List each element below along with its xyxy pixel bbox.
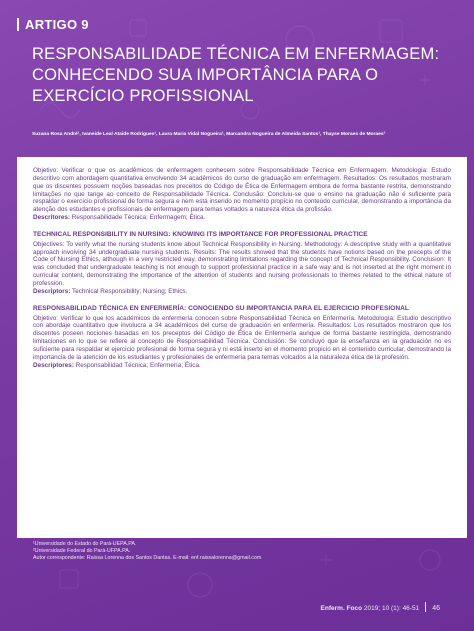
descriptors-value: Responsabilidad Técnica; Enfermería; Ética. [73, 361, 201, 369]
descriptors-value: Technical Responsibility; Nursing; Ethics. [70, 287, 188, 295]
footnote-corresponding-author: Autor correspondente: Raissa Lorenna dos Santos Dantas. E-mail: enf.raissalorenna@gmail.com [33, 555, 262, 561]
abstract-es-text: Objetivo: Verificar lo que los académicos de enfermería conocen sobre Responsabilidad Técnica en Enfermería. Metodología: Estudio descriptivo con abordaje cuantitativo que involucra a 34 académicos del curso de graduación en enfermería. Resultados: Los resultados mostraron que los discentes poseen nociones basadas en los preceptos del Código de Ética de Enfermería aunque de forma bastante restringida, demostrando limitaciones en lo que se refiere al concepto de Responsabilidad Técnica. Conclusión: Se concluyó que la enseñanza en la graduación no es suficiente para respaldar el ejercicio profesional de forma segura y ni está inserto en el momento propicio en el contenido curricular, demostrando la importancia de la atención de los estudiantes y profesionales de enfermería para temas volcados a la naturaleza ética de la profesión. [33, 314, 451, 361]
abstract-es-descriptors [33, 362, 451, 370]
abstract-en-descriptors [33, 288, 451, 296]
abstract-portuguese [33, 167, 451, 222]
abstract-pt-text: Objetivo: Verificar o que os acadêmicos de enfermagem conhecem sobre Responsabilidade Técnica em Enfermagem. Metodologia: Estudo descritivo com abordagem quantitativa envolvendo 34 acadêmicos do curso de graduação em enfermagem. Resultados: Os resultados mostraram que os discentes possuem noções baseadas nos preceitos do Código de Ética de Enfermagem embora de forma bastante restrita, demonstrando limitações no que tange ao conceito de Responsabilidade Técnica. Conclusão: Concluiu-se que o ensino na graduação não é suficiente para respaldar o exercício profissional de forma segura e nem está inserido no momento propício no conteúdo curricular, demonstrando a importância da atenção dos estudantes e profissionais de enfermagem para temas voltados a natureza ética da profissão. [33, 167, 451, 214]
descriptors-value: Responsabilidade Técnica; Enfermagem; Ética. [70, 214, 206, 222]
footnote-affiliation-2: ²Universidade Federal do Pará-UFPA.PA. [33, 548, 131, 554]
section-tag [17, 17, 89, 32]
descriptors-label: Descriptors: [33, 287, 71, 295]
page-footer [321, 602, 440, 612]
article-title: RESPONSABILIDADE TÉCNICA EM ENFERMAGEM: CONHECENDO SUA IMPORTÂNCIA PARA O EXERCÍCIO PROFISSIONAL [32, 45, 440, 105]
tag-bar [17, 18, 19, 31]
descriptors-label: Descritores: [33, 214, 71, 222]
author-list: Suzana Rosa André¹, Ivaneide Leal Ataide Rodrigues¹, Laura Maria Vidal Nogueira¹, Marcandra Nogueira de Almeida Santos¹, Thayse Moraes de Moraes² [32, 132, 386, 137]
footer-separator [425, 602, 426, 612]
abstract-spanish [33, 305, 451, 370]
descriptors-label: Descriptores: [33, 361, 74, 369]
footnote-affiliation-1: ¹Universidade do Estado do Pará-UEPA.PA. [33, 541, 137, 547]
abstract-en-title: TECHNICAL RESPONSIBILITY IN NURSING: KNOWING ITS IMPORTANCE FOR PROFESSIONAL PRACTICE [33, 230, 368, 238]
section-tag-label: ARTIGO 9 [25, 17, 89, 32]
journal-citation: 2019; 10 (1): 46-51 [362, 605, 420, 612]
journal-name: Enferm. Foco [320, 605, 363, 612]
abstract-pt-descriptors [33, 214, 451, 222]
page-number: 46 [432, 605, 440, 612]
abstract-en-text: Objectives: To verify what the nursing students know about Technical Responsibility in Nursing. Methodology: A descriptive study with a quantitative approach involving 34 undergraduate nursing students. Results: The results showed that the students have notions based on the precepts of the Code of Nursing Ethics, although in a very restricted way, demonstrating limitations regarding the concept of Technical Responsibility. Conclusion: It was concluded that undergraduate teaching is not enough to support professional practice in a safe way and is not inserted at the right moment in curricular content, demonstrating the importance of the attention of students and nursing professionals to themes related to the ethical nature of profession. [33, 240, 451, 287]
abstract-english [33, 231, 451, 296]
abstract-panel [17, 157, 467, 538]
abstract-es-title: RESPONSABILIDAD TÉCNICA EN ENFERMERÍA: CONOCIENDO SU IMPORTANCIA PARA EL EJERCICIO PROFESIONAL [33, 304, 409, 312]
footnotes [33, 541, 261, 562]
